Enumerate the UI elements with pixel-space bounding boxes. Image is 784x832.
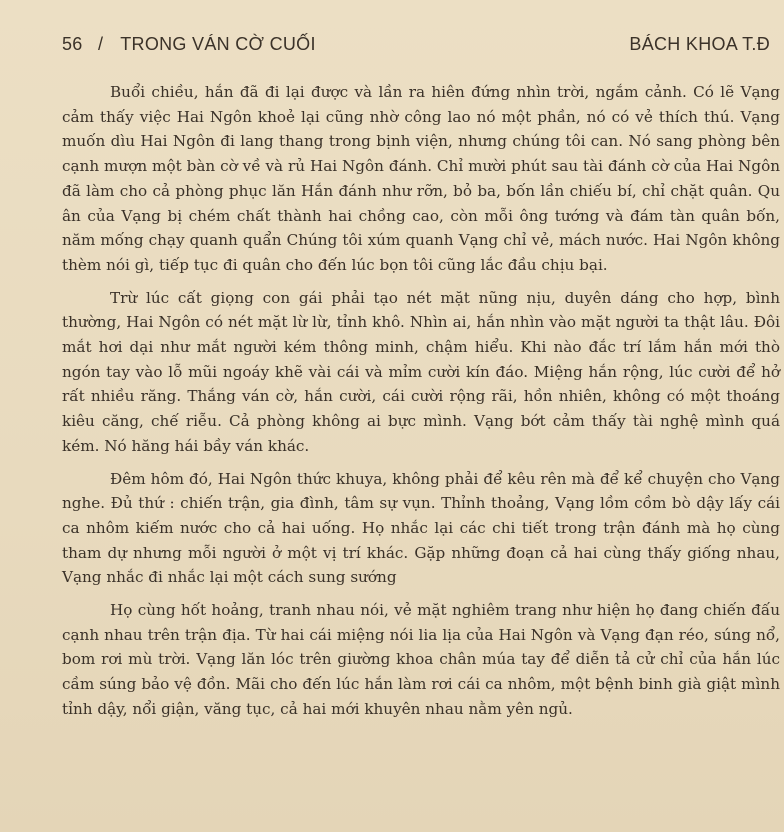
running-title: TRONG VÁN CỜ CUỐI xyxy=(120,34,316,54)
paragraph-1: Buổi chiều, hắn đã đi lại được và lần ra hiên đứng nhìn trời, ngắm cảnh. Có lẽ Vạng cảm thấy việc Hai Ngôn khoẻ lại cũng nhờ công lao nó một phần, nó có vẻ thích thú. Vạng muốn dìu Hai Ngôn đi lang thang trong bịnh viện, nhưng chúng tôi can. Nó sang phòng bên cạnh mượn một bàn cờ về và rủ Hai Ngôn đánh. Chỉ mười phút sau tài đánh cờ của Hai Ngôn đã làm cho cả phòng phục lăn Hắn đánh như rỡn, bỏ ba, bốn lần chiếu bí, chỉ chặt quân. Qu ân của Vạng bị chém chất thành hai chồng cao, còn mỗi ông tướng và đám tàn quân bốn, năm mống chạy quanh quẩn Chúng tôi xúm quanh Vạng chỉ vẻ, mách nước. Hai Ngôn không thèm nói gì, tiếp tục đi quân cho đến lúc bọn tôi cũng lắc đầu chịu bại. xyxy=(62,83,780,274)
publication-name: BÁCH KHOA T.Đ xyxy=(629,34,770,54)
page-number: 56 xyxy=(62,34,83,54)
paragraph-4: Họ cùng hốt hoảng, tranh nhau nói, vẻ mặt nghiêm trang như hiện họ đang chiến đấu cạnh nhau trên trận địa. Từ hai cái miệng nói lia lịa của Hai Ngôn và Vạng đạn réo, súng nổ, bom rơi mù trời. Vạng lăn lóc trên giường khoa chân múa tay để diễn tả cử chỉ của hắn lúc cầm súng bảo vệ đồn. Mãi cho đến lúc hắn làm rơi cái ca nhôm, một bệnh binh già giật mình tỉnh dậy, nổi giận, văng tục, cả hai mới khuyên nhau nằm yên ngủ. xyxy=(62,601,780,718)
page-header xyxy=(62,34,770,58)
header-left xyxy=(62,34,316,55)
paragraph-3: Đêm hôm đó, Hai Ngôn thức khuya, không phải để kêu rên mà để kể chuyện cho Vạng nghe. Đủ thứ : chiến trận, gia đình, tâm sự vụn. Thỉnh thoảng, Vạng lồm cồm bò dậy lấy cái ca nhôm kiếm nước cho cả hai uống. Họ nhắc lại các chi tiết trong trận đánh mà họ cùng tham dự nhưng mỗi người ở một vị trí khác. Gặp những đoạn cả hai cùng thấy giống nhau, Vạng nhắc đi nhắc lại một cách sung sướng xyxy=(62,469,780,587)
paragraph-2: Trừ lúc cất giọng con gái phải tạo nét mặt nũng nịu, duyên dáng cho hợp, bình thường, Hai Ngôn có nét mặt lừ lừ, tỉnh khô. Nhìn ai, hắn nhìn vào mặt người ta thật lâu. Đôi mắt hơi dại như mắt người kém thông minh, chậm hiểu. Khi nào đắc trí lắm hắn mới thò ngón tay vào lỗ mũi ngoáy khẽ vài cái và mỉm cười kín đáo. Miệng hắn rộng, lúc cười để hở rất nhiều răng. Thắng ván cờ, hắn cười, cái cười rộng rãi, hồn nhiên, không có một thoáng kiêu căng, chế riễu. Cả phòng không ai bực mình. Vạng bớt cảm thấy tài nghệ mình quá kém. Nó hăng hái bầy ván khác. xyxy=(62,288,780,455)
header-separator: / xyxy=(97,34,104,54)
body-text xyxy=(62,80,780,730)
